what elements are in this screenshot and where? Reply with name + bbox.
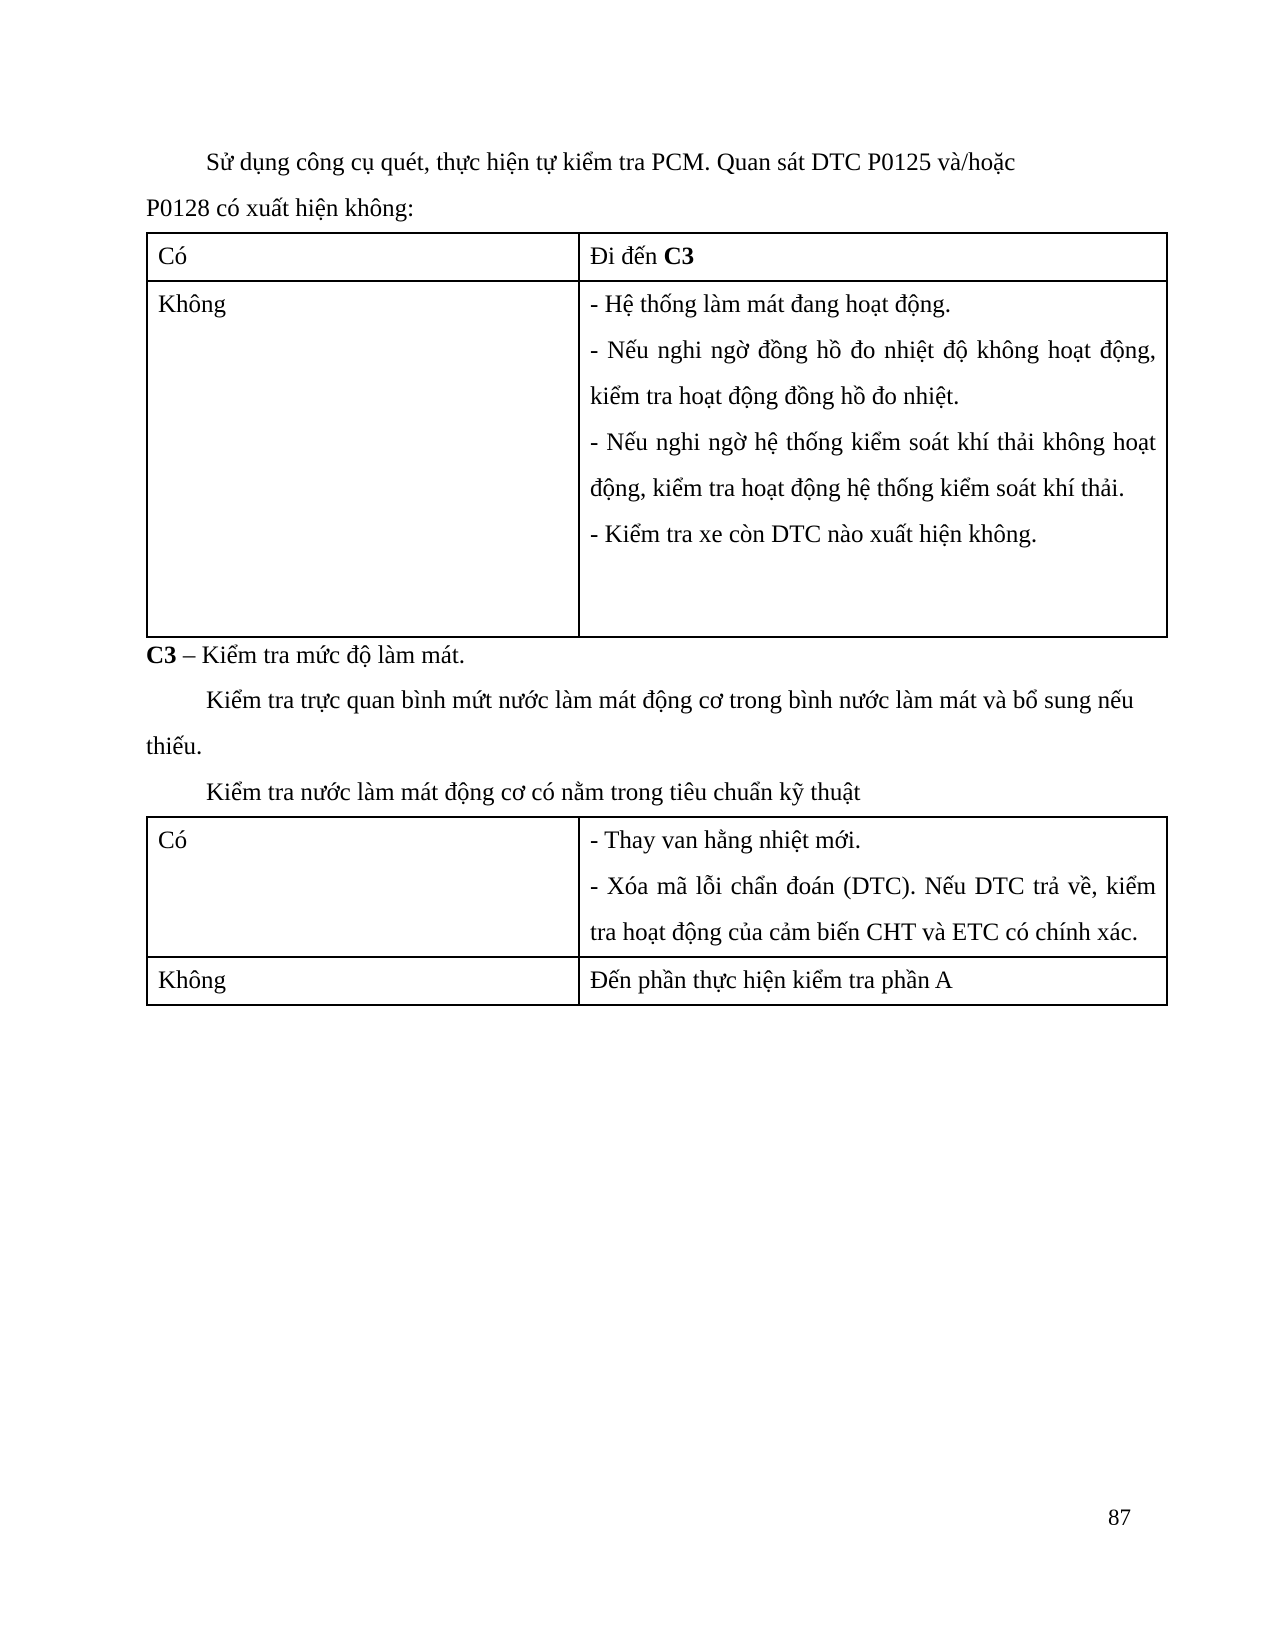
- table-cell-condition: Có: [147, 233, 579, 281]
- table-cell-action: Đến phần thực hiện kiểm tra phần A: [579, 957, 1167, 1005]
- goto-text: Đi đến: [590, 243, 664, 270]
- section-title: – Kiểm tra mức độ làm mát.: [176, 642, 466, 669]
- table-row: [147, 281, 1167, 637]
- document-page: [146, 140, 1156, 1006]
- table-cell-condition: Không: [147, 281, 579, 637]
- table-cell-action: [579, 817, 1167, 957]
- goto-step-label: C3: [663, 243, 695, 270]
- action-item: - Hệ thống làm mát đang hoạt động.: [590, 291, 952, 318]
- page-number: 87: [1108, 1505, 1131, 1530]
- table-row: [147, 957, 1167, 1005]
- table-cell-action: [579, 233, 1167, 281]
- action-item: - Nếu nghi ngờ hệ thống kiểm soát khí thải không hoạt động, kiểm tra hoạt động hệ thống kiểm soát khí thải.: [590, 429, 1156, 502]
- section-heading-c3: [146, 638, 1144, 674]
- intro-paragraph: [146, 140, 1144, 232]
- action-item: - Thay van hằng nhiệt mới.: [590, 827, 862, 854]
- action-item: - Kiểm tra xe còn DTC nào xuất hiện không.: [590, 521, 1038, 548]
- intro-line-2: P0128 có xuất hiện không:: [146, 195, 415, 222]
- table-cell-condition: Có: [147, 817, 579, 957]
- action-item: - Nếu nghi ngờ đồng hồ đo nhiệt độ không hoạt động, kiểm tra hoạt động đồng hồ đo nhiệt.: [590, 337, 1156, 410]
- coolant-visual-check-paragraph: Kiểm tra trực quan bình mứt nước làm mát động cơ trong bình nước làm mát và bổ sung nếu thiếu.: [146, 687, 1134, 760]
- action-item: - Xóa mã lỗi chẩn đoán (DTC). Nếu DTC trả về, kiểm tra hoạt động của cảm biến CHT và ETC có chính xác.: [590, 873, 1156, 946]
- section-label: C3: [146, 642, 177, 669]
- table-cell-action: [579, 281, 1167, 637]
- intro-line-1: Sử dụng công cụ quét, thực hiện tự kiểm tra PCM. Quan sát DTC P0125 và/hoặc: [206, 149, 1016, 176]
- table-row: [147, 233, 1167, 281]
- coolant-spec-paragraph: Kiểm tra nước làm mát động cơ có nằm trong tiêu chuẩn kỹ thuật: [206, 779, 861, 806]
- table-row: [147, 817, 1167, 957]
- table-cell-condition: Không: [147, 957, 579, 1005]
- pcm-check-table: [146, 232, 1168, 638]
- coolant-check-table: [146, 816, 1168, 1006]
